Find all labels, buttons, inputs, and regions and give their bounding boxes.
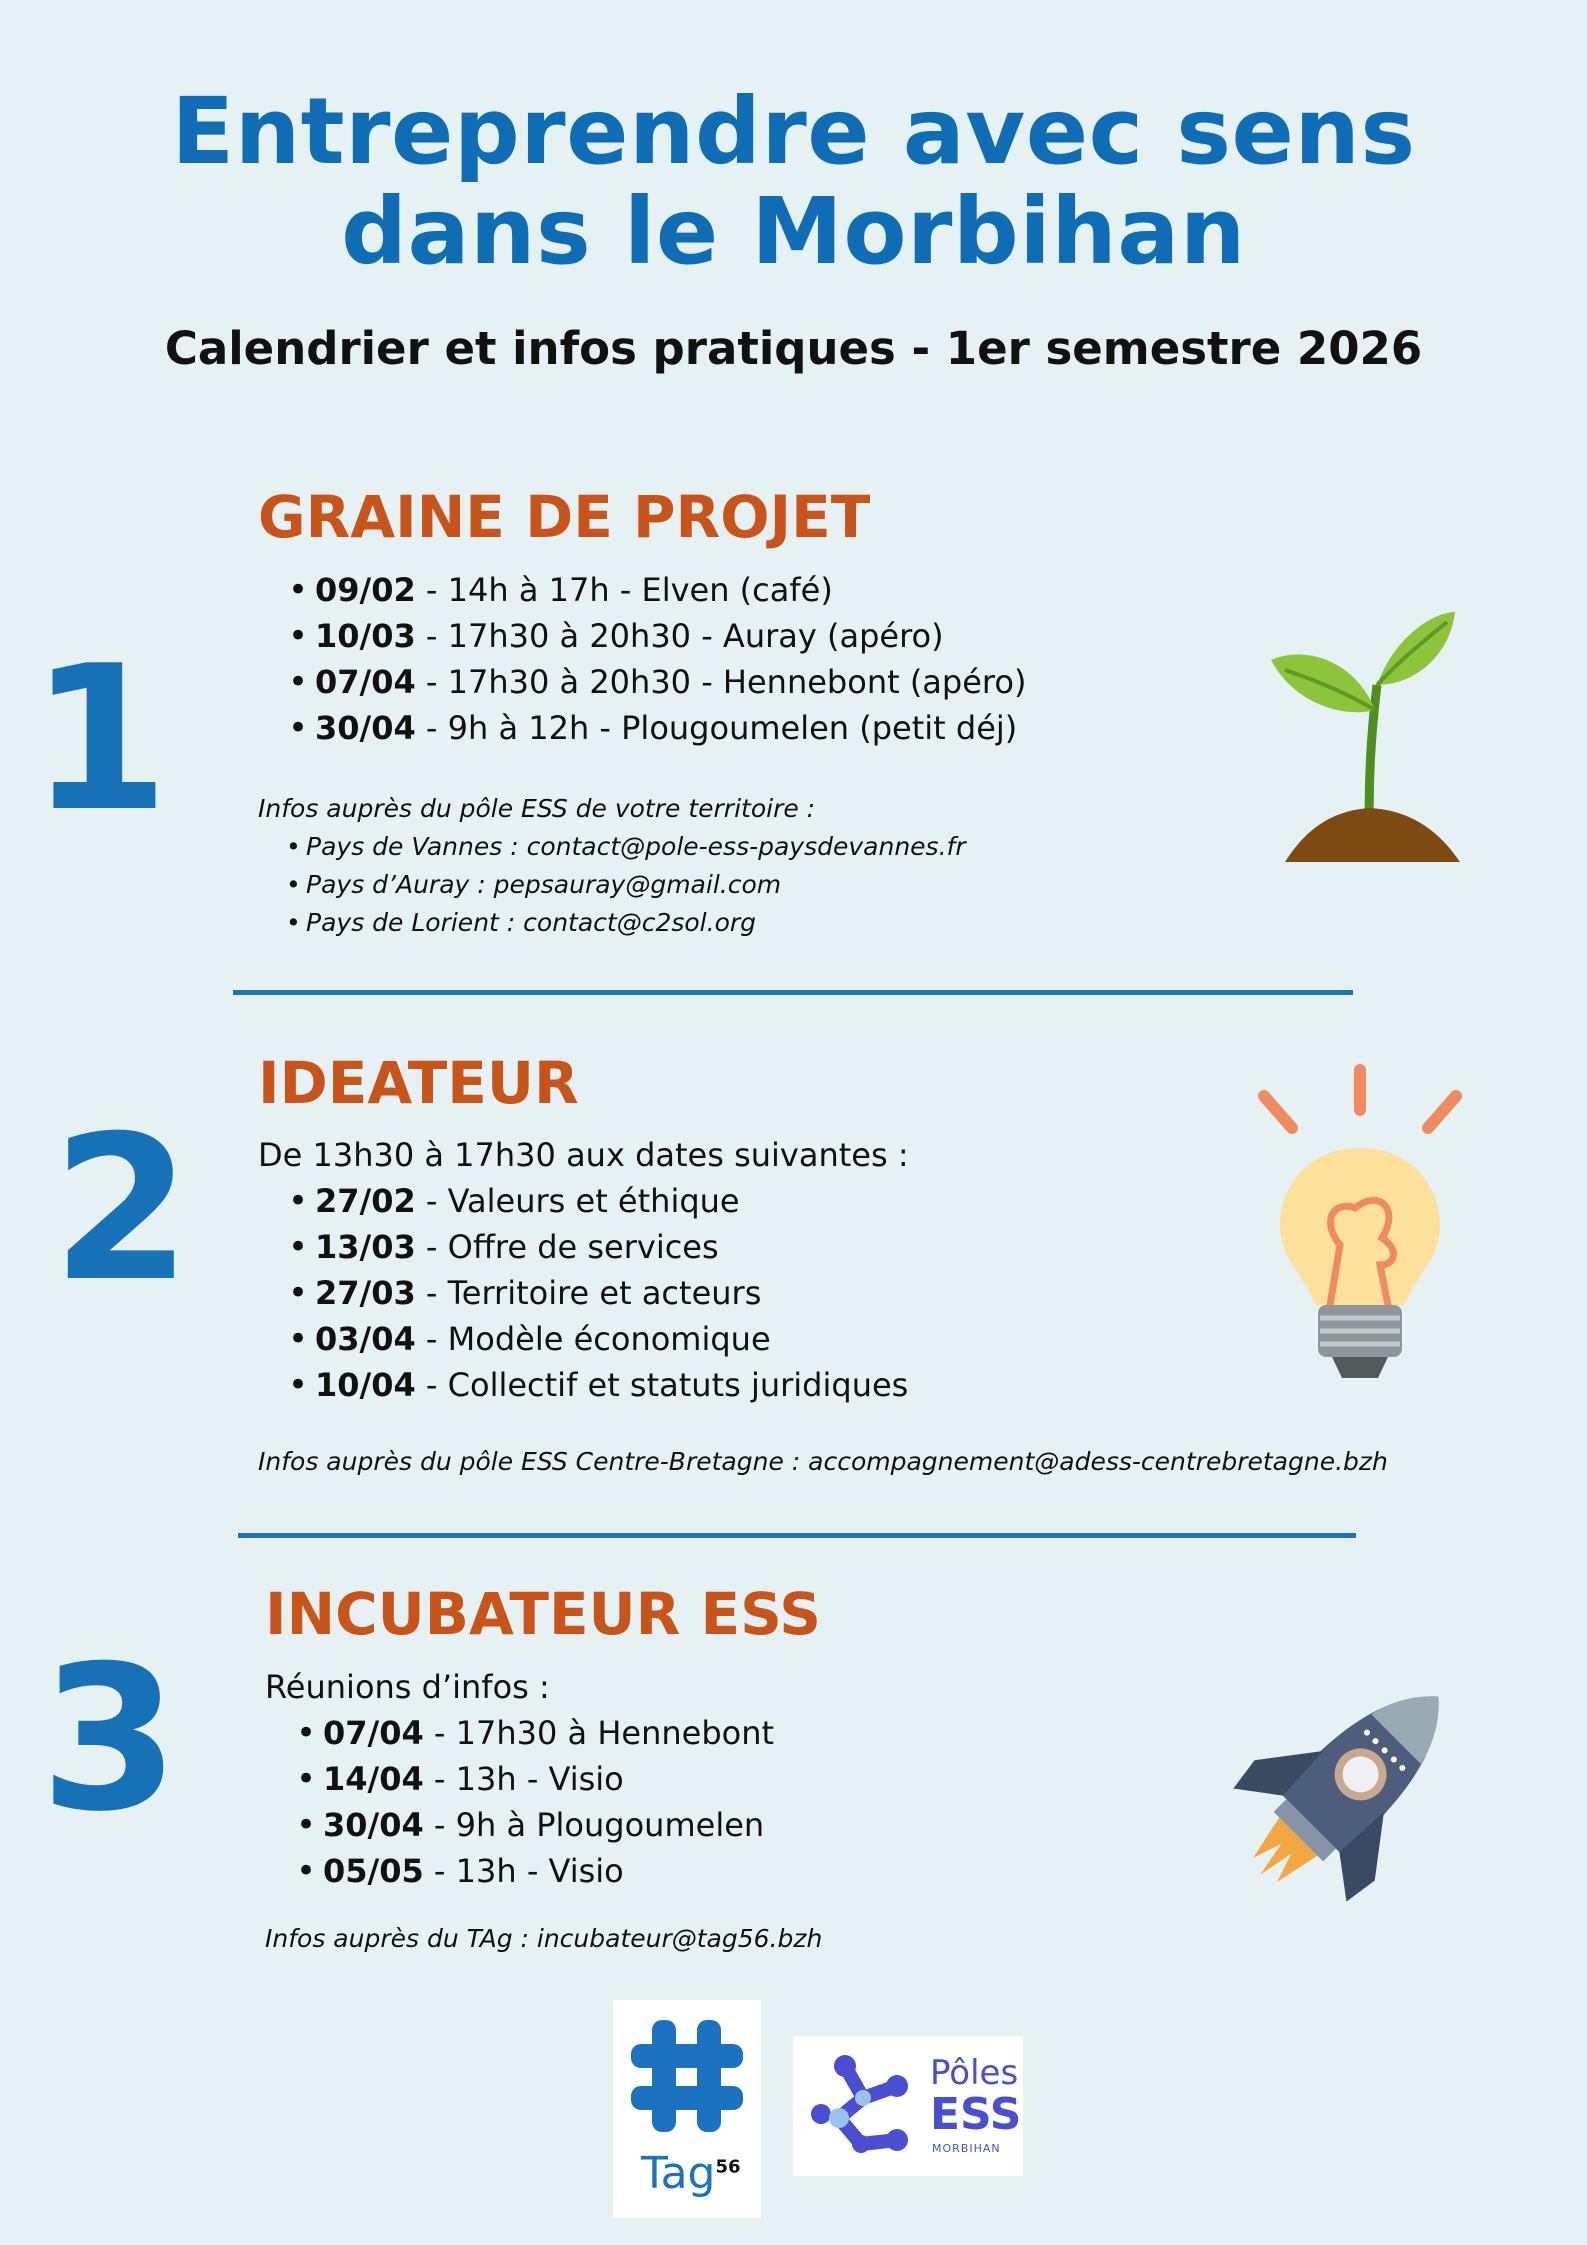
tag-logo-text: Tag$^{56}$: [641, 2148, 741, 2199]
contact-item: • Pays de Vannes : contact@pole-ess-paysdevannes.fr: [260, 828, 1160, 866]
section-3-info: Infos auprès du TAg : incubateur@tag56.bzh: [265, 1924, 823, 1953]
molecule-icon: [805, 2048, 917, 2166]
list-item: • 30/04 - 9h à 12h - Plougoumelen (petit déj): [260, 705, 1080, 751]
section-2-info: Infos auprès du pôle ESS Centre-Bretagne : accompagnement@adess-centrebretagne.bzh: [258, 1447, 1388, 1476]
section-1-date-list: [260, 567, 1080, 751]
list-item: • 10/04 - Collectif et statuts juridiques: [260, 1362, 1060, 1408]
list-item: • 27/03 - Territoire et acteurs: [260, 1270, 1060, 1316]
list-item: • 03/04 - Modèle économique: [260, 1316, 1060, 1362]
separator-1: [233, 990, 1353, 995]
list-item: • 27/02 - Valeurs et éthique: [260, 1178, 1060, 1224]
poles-line-1: Pôles: [930, 2053, 1019, 2093]
section-3-title: INCUBATEUR ESS: [265, 1580, 822, 1648]
section-2-date-list: [260, 1178, 1060, 1408]
lightbulb-icon: [1250, 1060, 1470, 1390]
list-item: • 05/05 - 13h - Visio: [268, 1848, 968, 1894]
page-subtitle: Calendrier et infos pratiques - 1er semestre 2026: [164, 322, 1423, 375]
section-2-title: IDEATEUR: [258, 1049, 579, 1117]
title-line-1: Entreprendre avec sens: [171, 78, 1416, 185]
list-item: • 14/04 - 13h - Visio: [268, 1756, 968, 1802]
section-2-number: 2: [52, 1093, 192, 1326]
list-item: • 07/04 - 17h30 à 20h30 - Hennebont (apéro): [260, 659, 1080, 705]
rocket-icon: [1215, 1650, 1485, 1920]
section-1-contacts: [260, 828, 1160, 942]
sprout-icon: [1265, 600, 1470, 870]
contact-item: • Pays de Lorient : contact@c2sol.org: [260, 904, 1160, 942]
list-item: • 13/03 - Offre de services: [260, 1224, 1060, 1270]
section-3-number: 3: [40, 1623, 180, 1856]
section-1-number: 1: [30, 623, 170, 856]
poles-ess-logo: [793, 2036, 1023, 2176]
title-line-2: dans le Morbihan: [341, 178, 1246, 285]
section-2-intro: De 13h30 à 17h30 aux dates suivantes :: [258, 1136, 909, 1174]
section-1-info: Infos auprès du pôle ESS de votre territoire :: [258, 794, 816, 823]
list-item: • 09/02 - 14h à 17h - Elven (café): [260, 567, 1080, 613]
section-1-title: GRAINE DE PROJET: [258, 483, 871, 551]
poles-line-2: ESS: [930, 2089, 1022, 2140]
page-title: [0, 78, 1587, 285]
list-item: • 10/03 - 17h30 à 20h30 - Auray (apéro): [260, 613, 1080, 659]
list-item: • 30/04 - 9h à Plougoumelen: [268, 1802, 968, 1848]
hashtag-icon: [627, 2014, 747, 2139]
contact-item: • Pays d’Auray : pepsauray@gmail.com: [260, 866, 1160, 904]
tag56-logo: [613, 2000, 761, 2218]
list-item: • 07/04 - 17h30 à Hennebont: [268, 1710, 968, 1756]
poles-line-3: MORBIHAN: [932, 2142, 1001, 2155]
separator-2: [238, 1533, 1356, 1538]
section-3-date-list: [268, 1710, 968, 1894]
section-3-intro: Réunions d’infos :: [265, 1668, 550, 1706]
